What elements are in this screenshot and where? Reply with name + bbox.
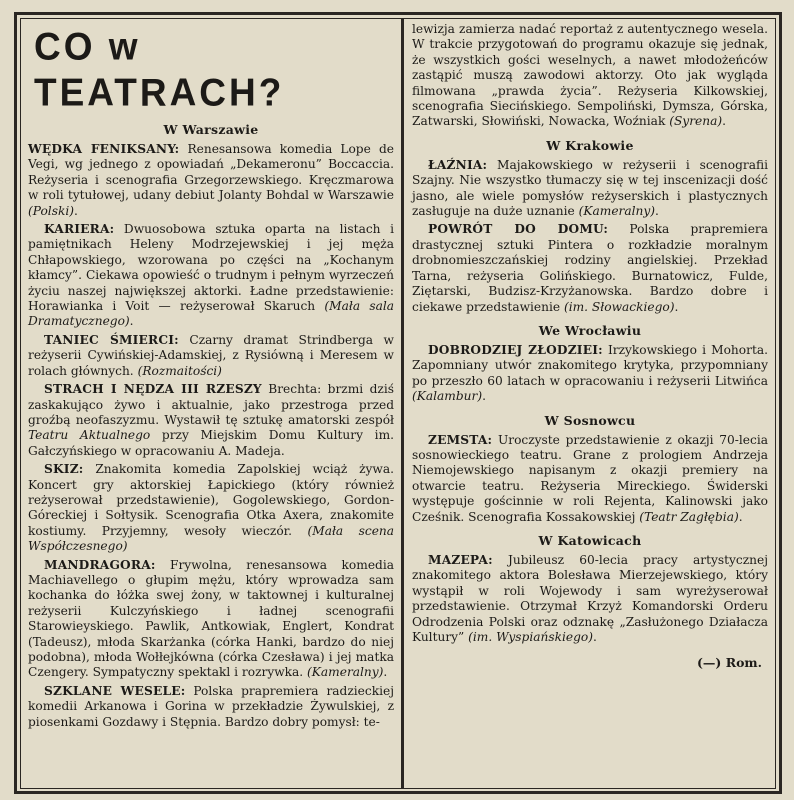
play-title: ŁAŹNIA:: [428, 157, 488, 172]
punctuation: .: [674, 299, 679, 314]
page-title: CO w TEATRACH?: [34, 24, 285, 115]
city-heading-sosnowiec: W Sosnowcu: [544, 412, 636, 428]
theatre-name: (Teatr Zagłębia): [639, 509, 739, 524]
city-heading-krakow: W Krakowie: [546, 137, 634, 153]
review-entry: [28, 382, 394, 459]
review-entry: [28, 142, 394, 219]
theatre-name: (im. Słowackiego): [563, 299, 675, 314]
theatre-name: (Rozmaitości): [137, 363, 222, 378]
play-title: STRACH I NĘDZA III RZESZY: [44, 382, 262, 397]
punctuation: .: [74, 203, 78, 218]
play-title: POWRÓT DO DOMU:: [428, 222, 609, 237]
left-column: [26, 22, 396, 786]
review-text: Brechta: brzmi dziś zaskakująco żywo i aktualnie, jako przestroga przed groźbą neofaszyzmu. Wystawił tę sztukę amatorski zespół: [28, 382, 394, 427]
review-text: Dwuosobowa sztuka oparta na listach i pamiętnikach Heleny Modrzejewskiej i jej męża Chłapowskiego, wzorowana po części na „Kochanym kłamcy”. Ciekawa opowieść o trudnym i pełnym wyrzeczeń życiu naszej największej aktorki. Ładne przedstawienie: Horawianka i Voit — reżyserował Skaruch: [28, 222, 394, 314]
punctuation: .: [592, 630, 597, 644]
theatre-name: (Polski): [28, 203, 74, 218]
play-title: MAZEPA:: [428, 552, 493, 567]
review-entry: [28, 462, 394, 554]
review-text: lewizja zamierza nadać reportaż z autentycznego wesela. W trakcie przygotowań do programu okazuje się jednak, że wszystkich gości weselnych, a nawet młodożeńców zastąpić muszą zawodowi aktorzy. Oto jak wygląda filmowana „prawda życia”. Reżyseria Kilkowskiej, scenografia Siecińskiego. Sempoliński, Dymsza, Górska, Zatwarski, Słowiński, Nowacka, Woźniak: [412, 22, 768, 129]
play-title: DOBRODZIEJ ZŁODZIEI:: [428, 342, 603, 357]
review-entry: [412, 553, 768, 645]
punctuation: .: [129, 314, 134, 329]
punctuation: .: [655, 204, 659, 219]
column-divider: [401, 18, 404, 789]
city-heading-katowice: W Katowicach: [538, 532, 642, 548]
review-text: Majakowskiego w reżyserii i scenografii Szajny. Nie wszystko tłumaczy się w tej inscenizacji dość jasno, ale wiele pomysłów reżyserskich i plastycznych zasługuje na duże uznanie: [412, 157, 768, 219]
review-text: Jubileusz 60-lecia pracy artystycznej znakomitego aktora Bolesława Mierzejewskiego, który wystąpił w roli Wojewody i sam wyreżyserował przedstawienie. Otrzymał Krzyż Komandorski Orderu Odrodzenia Polski oraz odznakę „Zasłużonego Działacza Kultury”: [412, 552, 768, 644]
review-text: Polska prapremiera drastycznej sztuki Pintera o rozkładzie moralnym drobnomieszczańskiej rodziny angielskiej. Przekład Tarna, reżyseria Golińskiego. Burnatowicz, Fulde, Ziętarski, Budzisz-Krzyżanowska. Bardzo dobre i ciekawe przedstawienie: [412, 222, 769, 314]
review-entry: [28, 558, 394, 681]
theatre-name: (Kalambur): [412, 389, 483, 404]
theatre-name: (Mała sala Dramatycznego): [28, 299, 394, 329]
punctuation: .: [482, 389, 486, 404]
play-title: SZKLANE WESELE:: [44, 683, 186, 698]
punctuation: .: [383, 665, 388, 680]
right-column: [410, 22, 770, 786]
punctuation: .: [738, 509, 743, 524]
review-text: przy Miejskim Domu Kultury im. Gałczyńskiego w opracowaniu A. Madeja.: [28, 428, 395, 458]
review-text: Polska prapremiera radzieckiej komedii Arkanowa i Gorina w przekładzie Żywulskiej, z piosenkami Gozdawy i Stępnia. Bardzo dobry pomysł: te-: [28, 683, 394, 729]
theatre-name: (Kameralny): [578, 204, 656, 219]
theatre-name: (Mała scena Współczesnego): [28, 523, 395, 554]
theatre-name: Teatru Aktualnego: [28, 428, 151, 443]
author-signature: (—) Rom.: [697, 655, 762, 671]
review-entry: [28, 684, 394, 730]
city-heading-warszawa: W Warszawie: [163, 122, 259, 137]
play-title: SKIZ:: [44, 462, 84, 477]
punctuation: .: [722, 114, 726, 129]
review-continuation: [412, 22, 768, 130]
review-text: Uroczyste przedstawienie z okazji 70-lecia sosnowieckiego teatru. Grane z prologiem Andrzeja Niemojewskiego napisanym z okazji premiery na otwarcie teatru. Reżyseria Mireckiego. Świderski występuje gościnnie w roli Rejenta, Kalinowski jako Cześnik. Scenografia Kossakowskiej: [412, 432, 768, 524]
review-entry: [412, 343, 768, 405]
review-text: Czarny dramat Strindberga w reżyserii Cywińskiej-Adamskiej, z Rysiówną i Meresem w rolach głównych.: [28, 332, 394, 378]
review-text: Frywolna, renesansowa komedia Machiavellego o głupim mężu, który wprowadza sam kochanka do łóżka swej żony, w taktownej i kulturalnej reżyserii Kulczyńskiego i ładnej scenografii Starowieyskiego. Pawlik, Antkowiak, Englert, Kondrat (Tadeusz), młoda Skarżanka (córka Hanki, bardzo do niej podobna), młoda Wołłejkówna (córka Czesława) i jej matka Czengery. Sympatyczny spektakl i rozrywka.: [28, 557, 394, 680]
review-entry: [412, 222, 768, 314]
review-entry: [28, 222, 394, 330]
theatre-name: (Syrena): [669, 114, 723, 129]
city-heading-wroclaw: We Wrocławiu: [538, 322, 642, 338]
review-text: Renesansowa komedia Lope de Vegi, wg jednego z opowiadań „Dekameronu” Boccaccia. Reżyseria i scenografia Grzegorzewskiego. Kręczmarowa w roli tytułowej, udany debiut Jolanty Bohdal w Warszawie: [28, 142, 394, 203]
theatre-name: (im. Wyspiańskiego): [468, 630, 593, 644]
play-title: MANDRAGORA:: [44, 557, 156, 572]
review-entry: [28, 333, 394, 379]
review-entry: [412, 158, 768, 220]
review-text: Znakomita komedia Zapolskiej wciąż żywa. Koncert gry aktorskiej Łapickiego (który również reżyserował przedstawienie), Gogolewskiego, Gordon-Góreckiej i Sołtysik. Scenografia Otka Axera, znakomite kostiumy. Przyjemny, wesoły wieczór.: [28, 462, 394, 538]
review-text: Irzykowskiego i Mohorta. Zapomniany utwór znakomitego krytyka, przypomniany po przeszło 60 latach w opracowaniu i reżyserii Litwińca: [412, 342, 768, 388]
play-title: TANIEC ŚMIERCI:: [44, 332, 179, 347]
play-title: KARIERA:: [44, 222, 115, 237]
play-title: ZEMSTA:: [428, 432, 493, 447]
theatre-name: (Kameralny): [307, 665, 384, 680]
review-entry: [412, 433, 768, 525]
play-title: WĘDKA FENIKSANY:: [28, 142, 180, 156]
